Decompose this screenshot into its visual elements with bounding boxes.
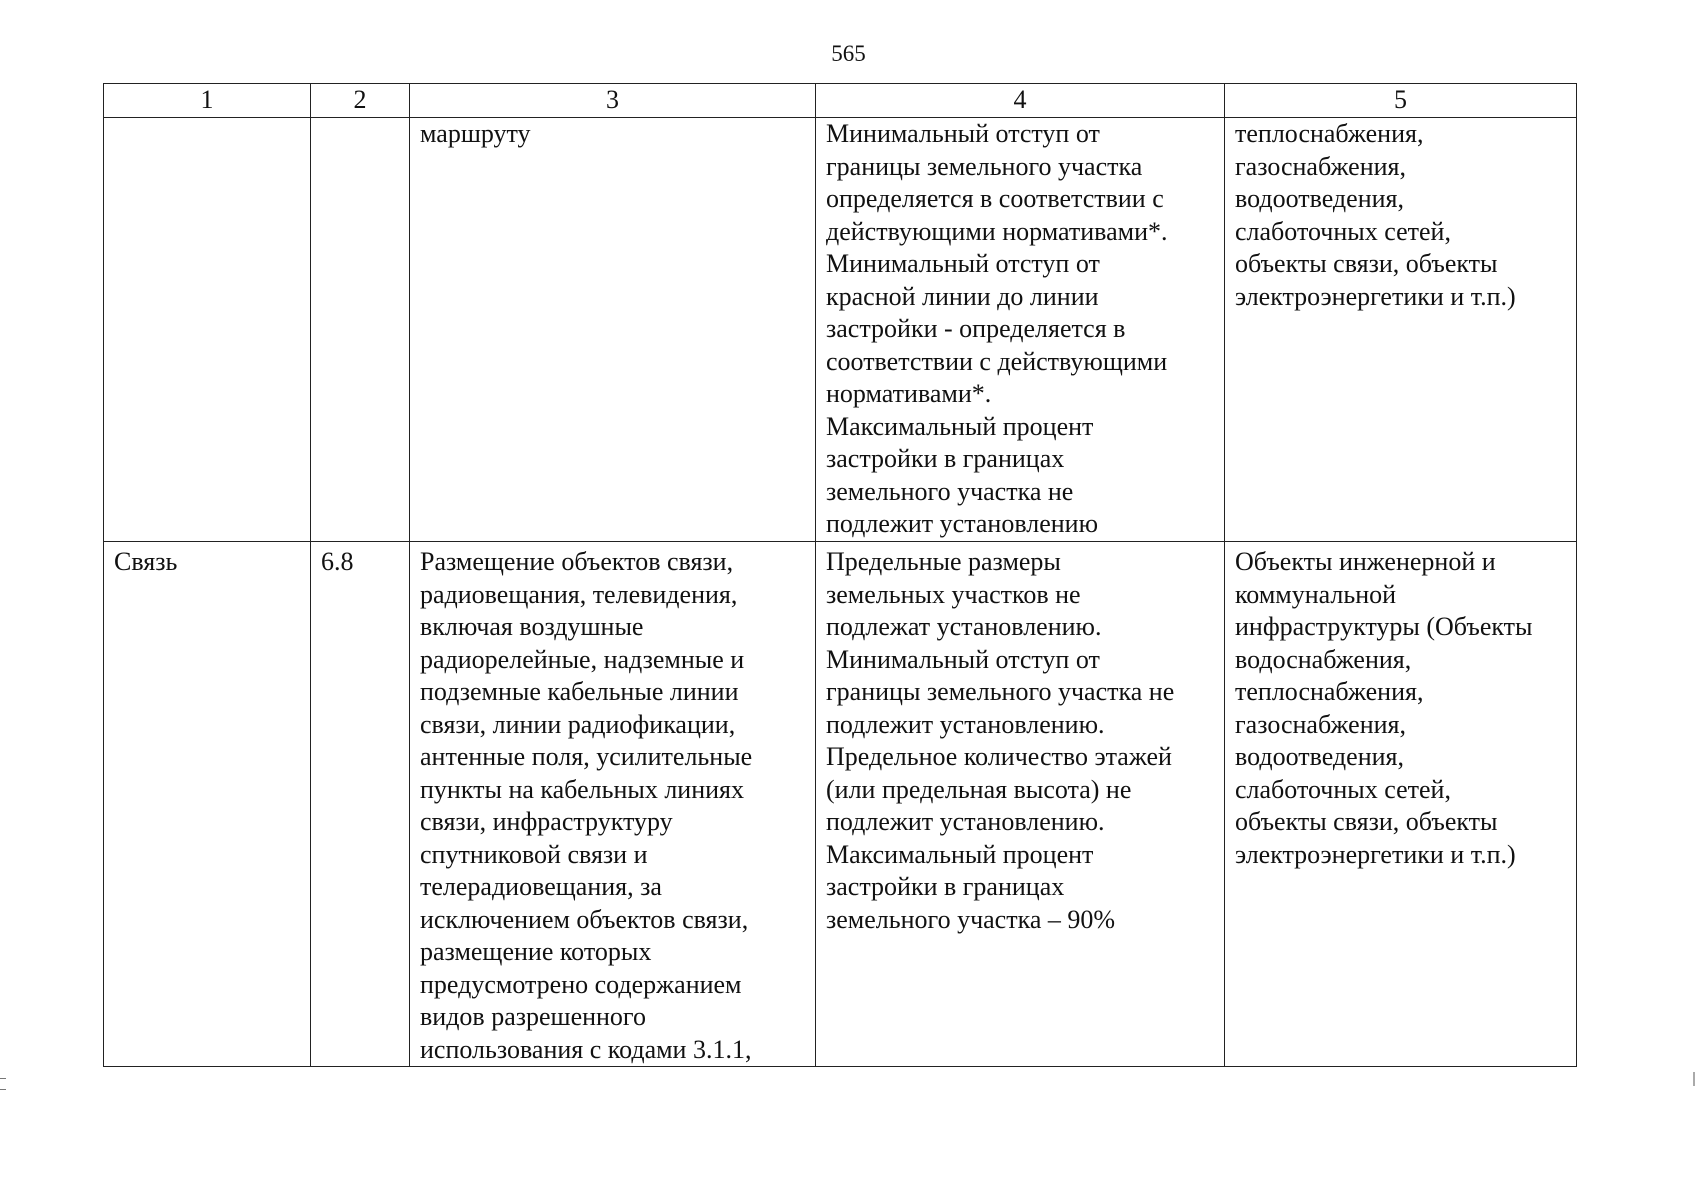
scan-edge-mark-right bbox=[1693, 1072, 1695, 1086]
cell-use-name bbox=[104, 118, 311, 542]
document-table bbox=[103, 83, 1577, 1067]
column-header-5: 5 bbox=[1225, 84, 1577, 118]
auxiliary-text: Объекты инженерной и коммунальной инфраструктуры (Объекты водоснабжения, теплоснабжения, газоснабжения, водоотведения, слаботочных сетей, объекты связи, объекты электроэнергетики и т.п.) bbox=[1235, 547, 1533, 869]
cell-use-code bbox=[311, 542, 410, 1067]
parameters-text: Предельные размеры земельных участков не подлежат установлению. Минимальный отступ от границы земельного участка не подлежит установлению. Предельное количество этажей (или предельная высота) не подлежит установлению. Максимальный процент застройки в границах земельного участка – 90% bbox=[826, 547, 1175, 934]
cell-use-name bbox=[104, 542, 311, 1067]
description-text: маршруту bbox=[420, 119, 531, 148]
header-row bbox=[104, 84, 1577, 118]
auxiliary-text: теплоснабжения, газоснабжения, водоотведения, слаботочных сетей, объекты связи, объекты электроэнергетики и т.п.) bbox=[1235, 119, 1516, 311]
parameters-text: Минимальный отступ от границы земельного участка определяется в соответствии с действующими нормативами*. Минимальный отступ от красной линии до линии застройки - определяется в соответствии с действующими нормативами*. Максимальный процент застройки в границах земельного участка не подлежит установлению bbox=[826, 119, 1168, 538]
table-row bbox=[104, 118, 1577, 542]
cell-auxiliary bbox=[1225, 118, 1577, 542]
cell-auxiliary bbox=[1225, 542, 1577, 1067]
description-text: Размещение объектов связи, радиовещания, телевидения, включая воздушные радиорелейные, надземные и подземные кабельные линии связи, линии радиофикации, антенные поля, усилительные пункты на кабельных линиях связи, инфраструктуру спутниковой связи и телерадиовещания, за исключением объектов связи, размещение которых предусмотрено содержанием видов разрешенного использования с кодами 3.1.1, bbox=[420, 547, 753, 1064]
page-number: 565 bbox=[831, 41, 866, 66]
cell-parameters bbox=[816, 542, 1225, 1067]
column-header-1: 1 bbox=[104, 84, 311, 118]
table-header bbox=[104, 84, 1577, 118]
cell-description bbox=[410, 542, 816, 1067]
cell-parameters bbox=[816, 118, 1225, 542]
column-header-4: 4 bbox=[816, 84, 1225, 118]
table-row bbox=[104, 542, 1577, 1067]
use-name-text: Связь bbox=[114, 547, 178, 576]
scan-edge-mark-left bbox=[0, 1078, 6, 1090]
cell-use-code bbox=[311, 118, 410, 542]
use-code-text: 6.8 bbox=[321, 547, 354, 576]
cell-description bbox=[410, 118, 816, 542]
column-header-2: 2 bbox=[311, 84, 410, 118]
column-header-3: 3 bbox=[410, 84, 816, 118]
